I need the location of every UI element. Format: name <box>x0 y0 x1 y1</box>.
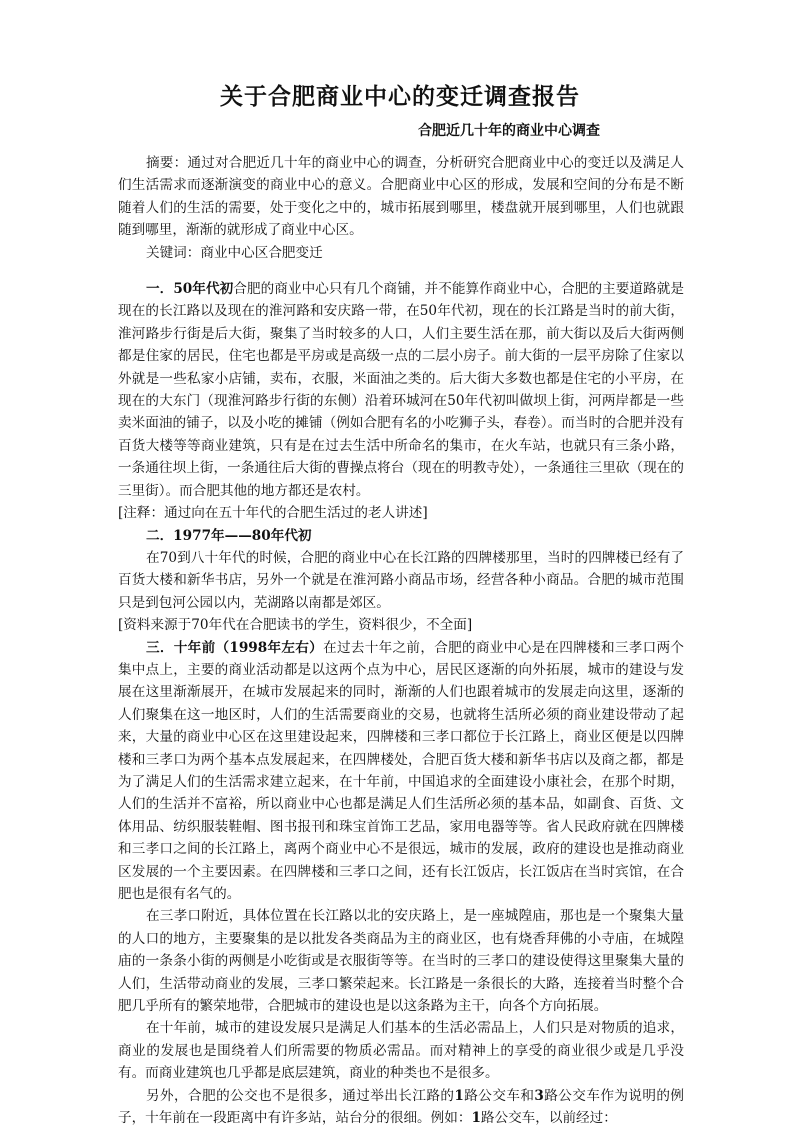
section-1-text: 合肥的商业中心只有几个商铺，并不能算作商业中心，合肥的主要道路就是现在的长江路以及现在的淮河路和安庆路一带，在50年代初，现在的长江路是当时的前大街，淮河路步行街是后大街，聚集了当时较多的人口，人们主要生活在那，前大街以及后大街两侧都是住家的居民，住宅也都是平房或是高级一点的二层小房子。前大街的一层平房除了住家以外就是一些私家小店铺，卖布，衣服，米面油之类的。后大街大多数也都是住宅的小平房，在现在的大东门（现淮河路步行街的东侧）沿着环城河在50年代初叫做坝上街，河两岸都是一些卖米面油的铺子，以及小吃的摊铺（例如合肥有名的小吃狮子头，春卷）。而当时的合肥并没有百货大楼等等商业建筑，只有是在过去生活中所命名的集市，在火车站，也就只有三条小路，一条通往坝上街，一条通往后大街的曹操点将台（现在的明教寺处），一条通往三里砍（现在的三里街）。而合肥其他的地方都还是农村。 <box>118 281 685 499</box>
section-1-paragraph <box>118 278 684 502</box>
bus-route-3: 3 <box>534 1087 544 1104</box>
bus-text-c: 路公交车和 <box>463 1087 535 1104</box>
bus-route-1: 1 <box>454 1087 464 1104</box>
section-2-paragraph: 在70到八十年代的时候，合肥的商业中心在长江路的四牌楼那里，当时的四牌楼已经有了百货大楼和新华书店，另外一个就是在淮河路小商品市场，经营各种小商品。合肥的城市范围只是到包河公园以内，芜湖路以南都是郊区。 <box>118 549 684 611</box>
section-1-heading: 一．50年代初 <box>146 281 234 298</box>
bus-route-1-again: 1 <box>471 1110 481 1127</box>
section-1-note: [注释：通过向在五十年代的合肥生活过的老人讲述] <box>118 505 428 522</box>
bus-text-a: 另外，合肥的公交也不是很多，通过举出长江路的 <box>146 1087 455 1104</box>
section-2-heading-line <box>118 525 684 547</box>
bus-text-e: 路公交车，以前经过： <box>480 1110 617 1127</box>
paragraph-sanxiaokou: 在三孝口附近，具体位置在长江路以北的安庆路上，是一座城隍庙，那也是一个聚集大量的人口的地方，主要聚集的是以批发各类商品为主的商业区，也有烧香拜佛的小寺庙，在城隍庙的一条条小街的两侧是小吃街或是衣服街等等。在当时的三孝口的建设使得这里聚集大量的人们，生活带动商业的发展，三孝口繁荣起来。长江路是一条很长的大路，连接着当时整个合肥几乎所有的繁荣地带，合肥城市的建设也是以这条路为主干，向各个方向拓展。 <box>118 908 684 1015</box>
keywords-line: 关键词：商业中心区合肥变迁 <box>146 244 323 261</box>
paragraph-ten-years-ago: 在十年前，城市的建设发展只是满足人们基本的生活必需品上，人们只是对物质的追求，商业的发展也是围绕着人们所需要的物质必需品。而对精神上的享受的商业很少或是几乎没有。而商业建筑也几乎都是底层建筑，商业的种类也不是很多。 <box>118 1020 684 1082</box>
document-subtitle: 合肥近几十年的商业中心调查 <box>418 123 600 139</box>
section-3-text: 在过去十年之前，合肥的商业中心是在四牌楼和三孝口两个集中点上，主要的商业活动都是以这两个点为中心，居民区逐渐的向外拓展，城市的建设与发展在这里渐渐展开，在城市发展起来的同时，渐渐的人们也跟着城市的发展走向这里，逐渐的人们聚集在这一地区时，人们的生活需要商业的交易，也就将生活所必须的商业建设带动了起来，大量的商业中心区在这里建设起来，四牌楼和三孝口都位于长江路上，商业区便是以四牌楼和三孝口为两个基本点发展起来，在四牌楼处，合肥百货大楼和新华书店以及商之都，都是为了满足人们的生活需求建立起来，在十年前，中国追求的全面建设小康社会，在那个时期，人们的生活并不富裕，所以商业中心也都是满足人们生活所必须的基本品，如副食、百货、文体用品、纺织服装鞋帽、图书报刊和珠宝首饰工艺品，家用电器等等。省人民政府就在四牌楼和三孝口之间的长江路上，离两个商业中心不是很远，城市的发展，政府的建设也是推动商业区发展的一个主要因素。在四牌楼和三孝口之间，还有长江饭店，长江饭店在当时宾馆，在合肥也是很有名气的。 <box>118 639 685 902</box>
section-3-paragraph <box>118 637 684 906</box>
spacer <box>118 264 684 278</box>
paragraph-bus <box>118 1085 684 1130</box>
bus-text-d: 路公交车作为说明的例子，十年前在一段距离中有许多站，站台分的很细。例如： <box>118 1087 685 1127</box>
section-3-heading: 三．十年前（1998年左右） <box>146 639 324 656</box>
document-title: 关于合肥商业中心的变迁调查报告 <box>220 83 580 110</box>
abstract-paragraph: 摘要：通过对合肥近几十年的商业中心的调查，分析研究合肥商业中心的变迁以及满足人们生活需求而逐渐演变的商业中心的意义。合肥商业中心区的形成，发展和空间的分布是不断随着人们的生活的需要，处于变化之中的，城市拓展到哪里，楼盘就开展到哪里，人们也就跟随到哪里，渐渐的就形成了商业中心区。 <box>118 155 684 239</box>
document-body <box>118 152 684 1129</box>
section-2-note: [资料来源于70年代在合肥读书的学生，资料很少，不全面] <box>118 617 473 634</box>
section-2-heading: 二．1977年——80年代初 <box>146 527 312 544</box>
